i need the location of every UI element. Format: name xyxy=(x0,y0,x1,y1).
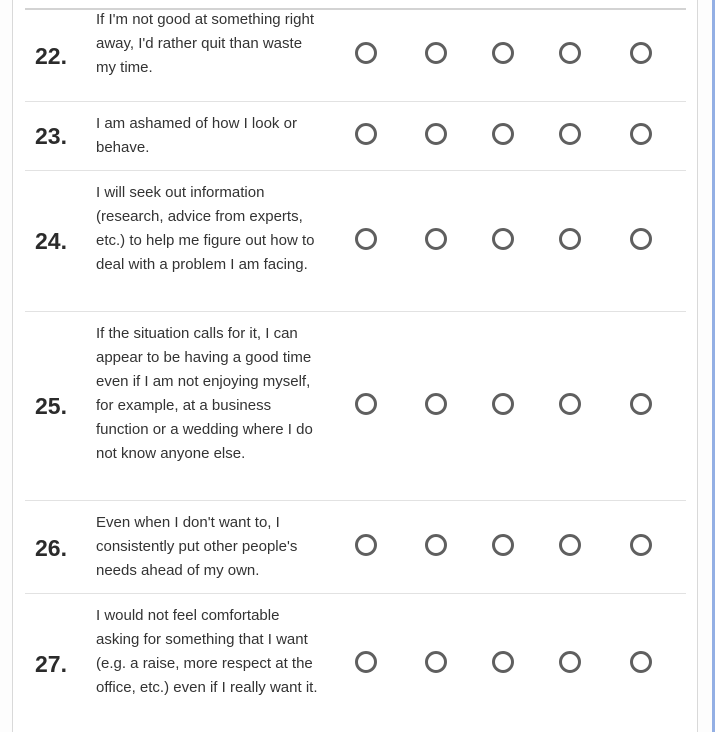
radio-option-5[interactable] xyxy=(630,123,652,145)
radio-option-4[interactable] xyxy=(559,42,581,64)
question-number: 25. xyxy=(35,393,67,419)
question-row-24 xyxy=(25,171,686,312)
question-number: 27. xyxy=(35,651,67,677)
radio-option-4[interactable] xyxy=(559,651,581,673)
radio-option-3[interactable] xyxy=(492,651,514,673)
question-text: Even when I don't want to, I consistently put other people's needs ahead of my own. xyxy=(96,514,298,579)
question-row-23 xyxy=(25,102,686,171)
question-text: I am ashamed of how I look or behave. xyxy=(96,115,297,156)
radio-option-5[interactable] xyxy=(630,393,652,415)
question-row-26 xyxy=(25,501,686,594)
radio-option-2[interactable] xyxy=(425,534,447,556)
radio-option-4[interactable] xyxy=(559,123,581,145)
radio-option-3[interactable] xyxy=(492,42,514,64)
radio-option-5[interactable] xyxy=(630,42,652,64)
question-number: 26. xyxy=(35,535,67,561)
radio-option-3[interactable] xyxy=(492,228,514,250)
question-text: If I'm not good at something right away, I'd rather quit than waste my time. xyxy=(96,11,314,76)
radio-option-4[interactable] xyxy=(559,393,581,415)
question-text: I would not feel comfortable asking for something that I want (e.g. a raise, more respect at the office, etc.) even if I really want it. xyxy=(96,607,318,696)
radio-option-1[interactable] xyxy=(355,123,377,145)
question-number: 23. xyxy=(35,123,67,149)
radio-option-4[interactable] xyxy=(559,534,581,556)
radio-option-5[interactable] xyxy=(630,651,652,673)
question-row-27 xyxy=(25,594,686,732)
question-row-22 xyxy=(25,8,686,102)
radio-option-5[interactable] xyxy=(630,534,652,556)
radio-option-1[interactable] xyxy=(355,651,377,673)
questionnaire-card xyxy=(12,0,698,732)
radio-option-2[interactable] xyxy=(425,42,447,64)
radio-option-3[interactable] xyxy=(492,534,514,556)
question-number: 24. xyxy=(35,228,67,254)
radio-option-3[interactable] xyxy=(492,123,514,145)
radio-option-2[interactable] xyxy=(425,228,447,250)
question-number: 22. xyxy=(35,43,67,69)
question-text: If the situation calls for it, I can appear to be having a good time even if I am not enjoying myself, for example, at a business function or a wedding where I do not know anyone else. xyxy=(96,325,313,462)
radio-option-2[interactable] xyxy=(425,393,447,415)
radio-option-1[interactable] xyxy=(355,534,377,556)
radio-option-4[interactable] xyxy=(559,228,581,250)
radio-option-1[interactable] xyxy=(355,42,377,64)
radio-option-3[interactable] xyxy=(492,393,514,415)
radio-option-5[interactable] xyxy=(630,228,652,250)
question-row-25 xyxy=(25,312,686,501)
radio-option-2[interactable] xyxy=(425,123,447,145)
radio-option-1[interactable] xyxy=(355,228,377,250)
question-text: I will seek out information (research, advice from experts, etc.) to help me figure out how to deal with a problem I am facing. xyxy=(96,184,315,273)
radio-option-1[interactable] xyxy=(355,393,377,415)
radio-option-2[interactable] xyxy=(425,651,447,673)
